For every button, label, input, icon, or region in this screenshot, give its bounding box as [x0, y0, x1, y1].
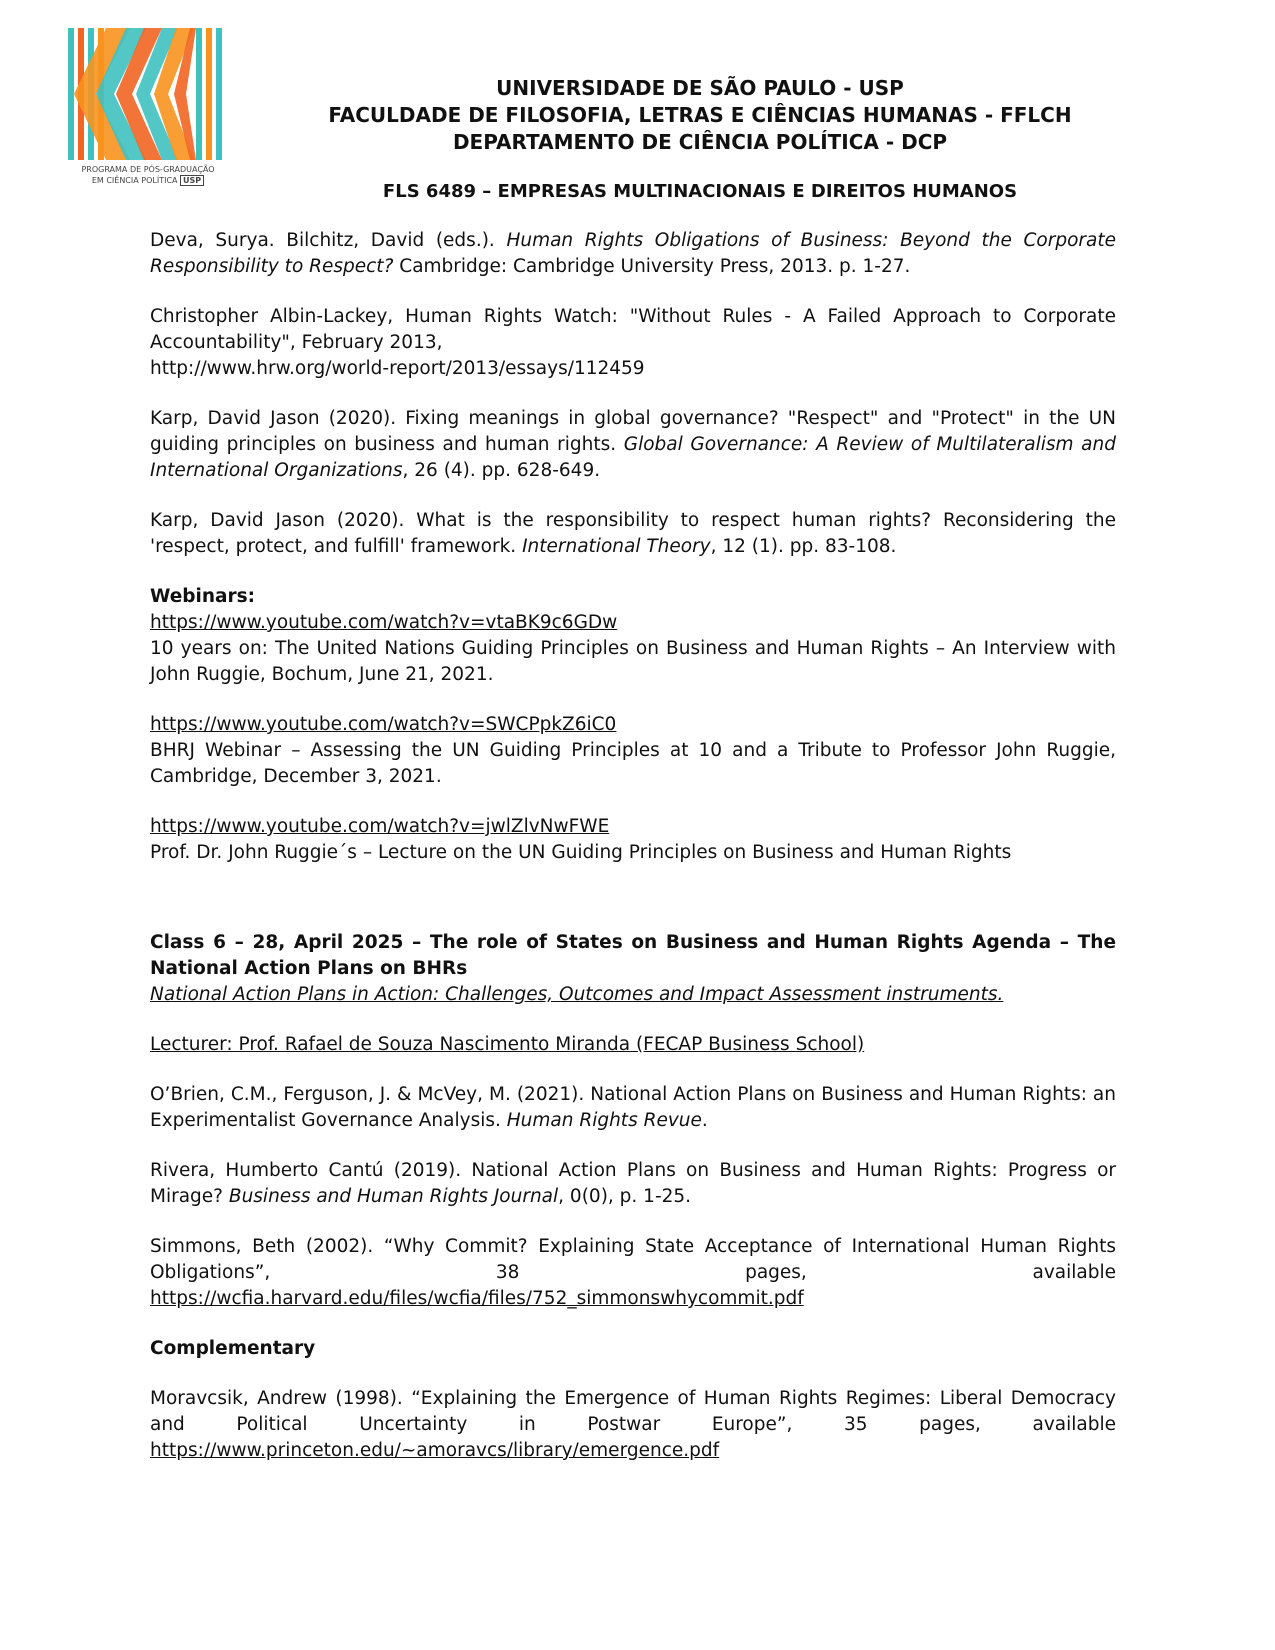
webinars-heading: Webinars:: [150, 586, 256, 607]
program-logo: [66, 26, 230, 206]
ref-text: Rivera, Humberto Cantú (2019). National Action Plans on Business and Human Rights: Progress or Mirage?: [150, 1160, 1116, 1207]
header-department: DEPARTAMENTO DE CIÊNCIA POLÍTICA - DCP: [452, 130, 948, 154]
ref-text: Cambridge: Cambridge University Press, 2013. p. 1-27.: [393, 256, 911, 277]
ref-title: Human Rights Obligations of Business: Beyond the Corporate Responsibility to Respect?: [150, 230, 1116, 277]
class-6-lecturer: Lecturer: Prof. Rafael de Souza Nascimento Miranda (FECAP Business School): [150, 1034, 865, 1055]
ref-url: http://www.hrw.org/world-report/2013/essays/112459: [150, 358, 645, 379]
ref-title: Business and Human Rights Journal: [228, 1186, 559, 1207]
logo-text-line1: PROGRAMA DE PÓS-GRADUAÇÃO: [81, 165, 215, 174]
course-title: FLS 6489 – EMPRESAS MULTINACIONAIS E DIREITOS HUMANOS: [382, 181, 1018, 202]
institution-header: [270, 75, 1130, 156]
ref-text: O’Brien, C.M., Ferguson, J. & McVey, M. (2021). National Action Plans on Business and Human Rights: an Experimentalist Governance Analysis.: [150, 1084, 1116, 1131]
webinar-3: [150, 814, 1116, 866]
complementary-heading: Complementary: [150, 1338, 316, 1359]
webinar-2-description: BHRJ Webinar – Assessing the UN Guiding Principles at 10 and a Tribute to Professor John Ruggie, Cambridge, December 3, 2021.: [150, 740, 1116, 787]
ref-text: Simmons, Beth (2002). “Why Commit? Explaining State Acceptance of International Human Rights Obligations”, 38 pages, available: [150, 1236, 1116, 1283]
ref-text: .: [701, 1110, 708, 1131]
ref-text: , 0(0), p. 1-25.: [558, 1186, 692, 1207]
simmons-link[interactable]: https://wcfia.harvard.edu/files/wcfia/files/752_simmonswhycommit.pdf: [150, 1288, 804, 1309]
reference-albin-lackey: [150, 304, 1116, 382]
ref-text: Karp, David Jason (2020). What is the responsibility to respect human rights? Reconsidering the 'respect, protect, and fulfill' framework.: [150, 510, 1116, 557]
ref-text: , 12 (1). pp. 83-108.: [710, 536, 897, 557]
header-faculty: FACULDADE DE FILOSOFIA, LETRAS E CIÊNCIAS HUMANAS - FFLCH: [328, 103, 1072, 127]
ref-text: Deva, Surya. Bilchitz, David (eds.).: [150, 230, 507, 251]
ref-text: Karp, David Jason (2020). Fixing meanings in global governance? "Respect" and "Protect" in the UN guiding principles on business and human rights.: [150, 408, 1116, 455]
moravcsik-link[interactable]: https://www.princeton.edu/~amoravcs/library/emergence.pdf: [150, 1440, 720, 1461]
reference-deva: [150, 228, 1116, 280]
ref-text: Moravcsik, Andrew (1998). “Explaining the Emergence of Human Rights Regimes: Liberal Democracy and Political Uncertainty in Postwar Europe”, 35 pages, available: [150, 1388, 1116, 1435]
reference-karp-2: [150, 508, 1116, 560]
class-6-title: Class 6 – 28, April 2025 – The role of States on Business and Human Rights Agenda – The National Action Plans on BHRs: [150, 932, 1116, 979]
logo-usp-mark: USP: [180, 175, 204, 186]
ref-title: International Theory: [522, 536, 711, 557]
document-body: [150, 228, 1116, 1488]
webinar-1-description: 10 years on: The United Nations Guiding Principles on Business and Human Rights – An Interview with John Ruggie, Bochum, June 21, 2021.: [150, 638, 1116, 685]
webinar-2: [150, 712, 1116, 790]
webinar-1: [150, 610, 1116, 688]
webinar-2-link[interactable]: https://www.youtube.com/watch?v=SWCPpkZ6iC0: [150, 714, 617, 735]
class-6-subtitle: National Action Plans in Action: Challenges, Outcomes and Impact Assessment instruments.: [150, 984, 1004, 1005]
ref-title: Human Rights Revue: [506, 1110, 702, 1131]
reference-simmons: [150, 1234, 1116, 1312]
reference-karp-1: [150, 406, 1116, 484]
ref-title: Global Governance: A Review of Multilateralism and International Organizations: [150, 434, 1116, 481]
reference-obrien: [150, 1082, 1116, 1134]
webinar-3-link[interactable]: https://www.youtube.com/watch?v=jwlZlvNwFWE: [150, 816, 610, 837]
logo-text-line2: EM CIÊNCIA POLÍTICA: [91, 176, 178, 185]
webinar-1-link[interactable]: https://www.youtube.com/watch?v=vtaBK9c6GDw: [150, 612, 618, 633]
header-university: UNIVERSIDADE DE SÃO PAULO - USP: [496, 76, 904, 100]
reference-rivera: [150, 1158, 1116, 1210]
webinar-3-description: Prof. Dr. John Ruggie´s – Lecture on the UN Guiding Principles on Business and Human Rights: [150, 842, 1012, 863]
reference-moravcsik: [150, 1386, 1116, 1464]
ref-text: Christopher Albin-Lackey, Human Rights Watch: "Without Rules - A Failed Approach to Corporate Accountability", February 2013,: [150, 306, 1116, 353]
ref-text: , 26 (4). pp. 628-649.: [402, 460, 601, 481]
